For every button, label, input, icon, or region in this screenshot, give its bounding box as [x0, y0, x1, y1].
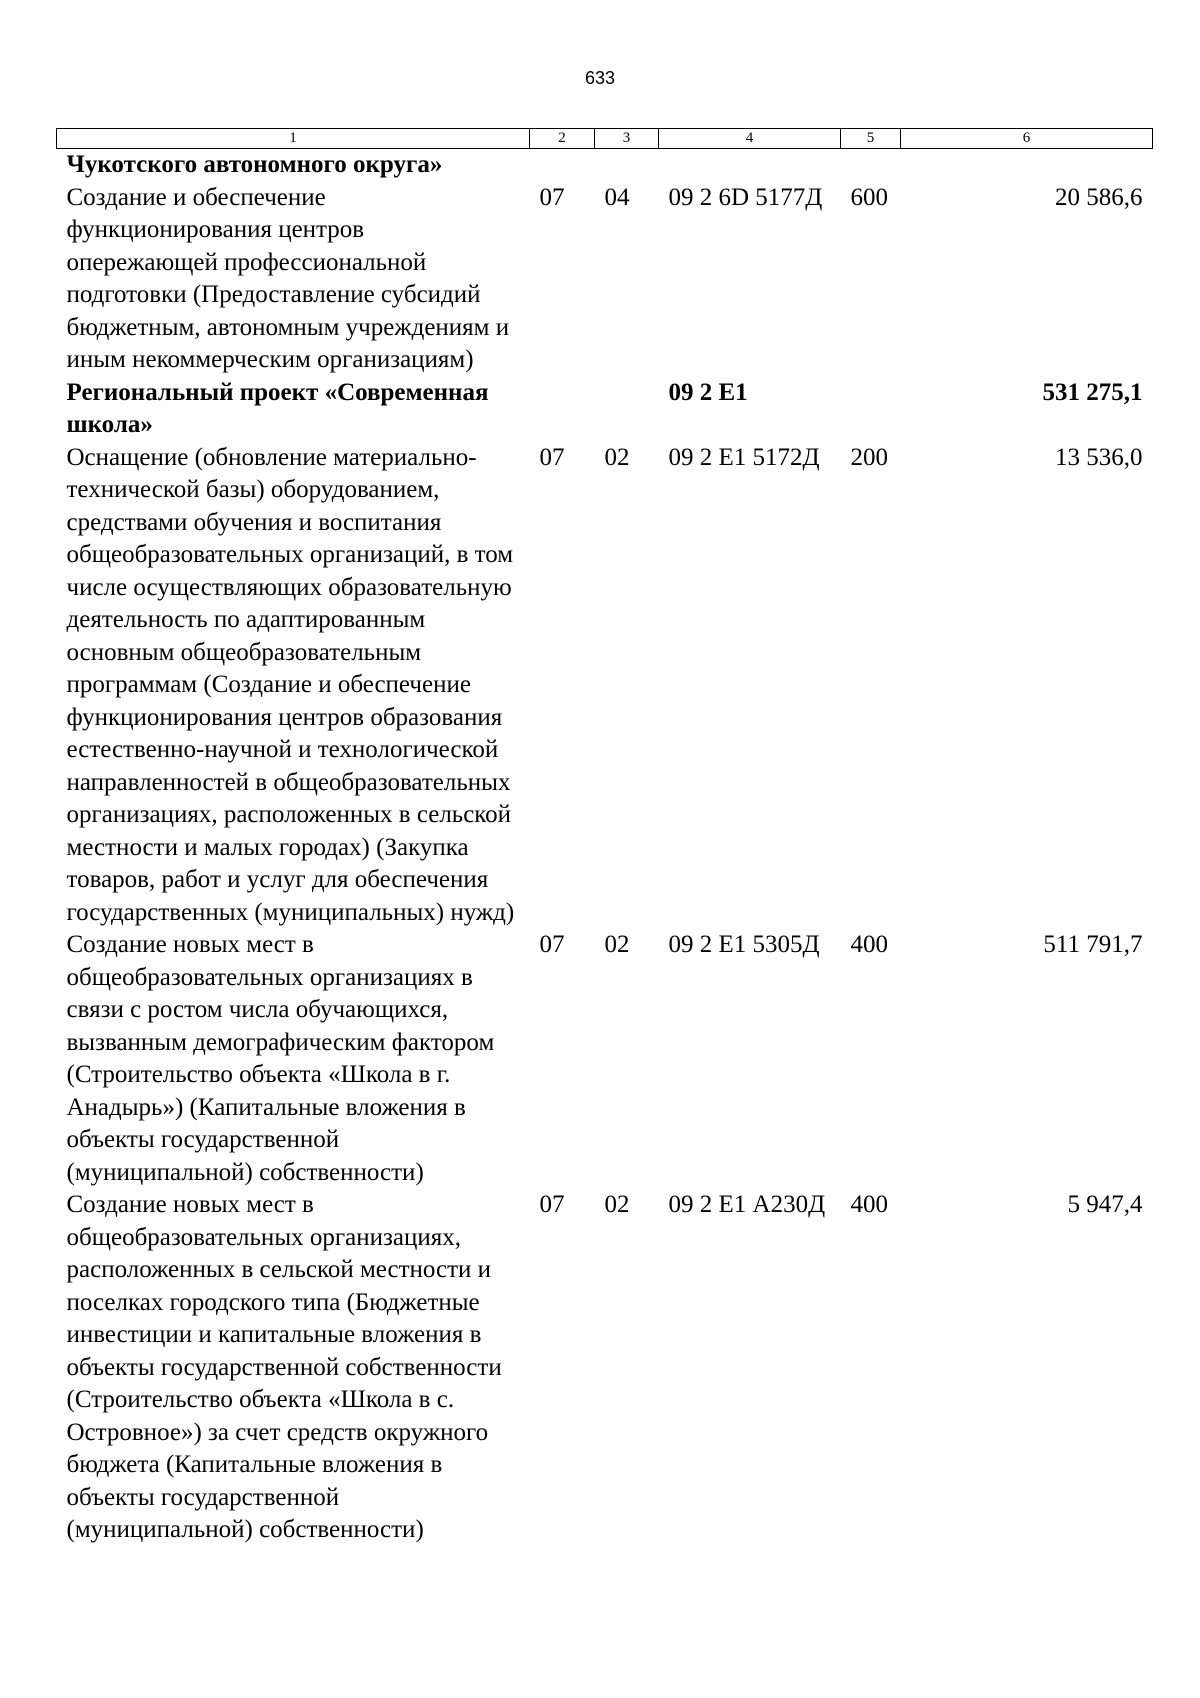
expense-type-code: [841, 149, 901, 182]
expense-type-code: [841, 377, 901, 442]
section-code: 07: [539, 931, 565, 958]
subsection-code: 02: [604, 1191, 630, 1218]
table-row: [57, 442, 1153, 930]
item-name: Региональный проект «Современная школа»: [66, 378, 489, 438]
target-article-code: 09 2 E1: [668, 378, 748, 406]
table-body: [57, 149, 1153, 1547]
amount: 5 947,4: [1067, 1191, 1143, 1218]
target-article-code: 09 2 6D 5177Д: [668, 183, 823, 211]
expense-type-code: 400: [850, 931, 888, 958]
subsection-code: 02: [604, 443, 630, 471]
target-article-code: [659, 149, 841, 182]
item-name: Создание новых мест в общеобразовательных организациях в связи с ростом числа обучающихся, вызванным демографическим фактором (Строительство объекта «Школа в г. Анадырь») (Капитальные вложения в объекты государственной (муниципальной) собственности): [66, 931, 495, 1186]
table-row: [57, 182, 1153, 377]
target-article-code: 09 2 E1 А230Д: [668, 1191, 826, 1218]
target-article-code: 09 2 E1 5305Д: [668, 931, 820, 958]
subsection-code: 02: [604, 931, 630, 958]
subsection-code: [595, 149, 659, 182]
column-header: 1: [57, 129, 530, 149]
column-header: 3: [595, 129, 659, 149]
amount: [901, 149, 1153, 182]
amount: 531 275,1: [1042, 378, 1143, 406]
subsection-code: 04: [604, 183, 630, 211]
section-code: 07: [539, 183, 565, 211]
column-header: 5: [841, 129, 901, 149]
subsection-code: [595, 377, 659, 442]
item-name: Оснащение (обновление материально-технической базы) оборудованием, средствами обучения и воспитания общеобразовательных организаций, в том числе осуществляющих образовательную деятельность по адаптированным основным общеобразовательным программам (Создание и обеспечение функционирования центров образования естественно-научной и технологической направленностей в общеобразовательных организациях, расположенных в сельской местности и малых городах) (Закупка товаров, работ и услуг для обеспечения государственных (муниципальных) нужд): [66, 443, 515, 926]
section-code: [530, 377, 595, 442]
column-number-row: [57, 129, 1153, 149]
section-code: 07: [539, 1191, 565, 1218]
table-row: [57, 929, 1153, 1189]
amount: 20 586,6: [1055, 183, 1143, 211]
expense-type-code: 600: [850, 183, 888, 211]
item-name: Создание и обеспечение функционирования центров опережающей профессиональной подготовки (Предоставление субсидий бюджетным, автономным учреждениям и иным некоммерческим организациям): [66, 183, 510, 373]
column-header: 6: [901, 129, 1153, 149]
table-row: [57, 1189, 1153, 1547]
expense-type-code: 200: [850, 443, 888, 471]
item-name: Создание новых мест в общеобразовательных организациях, расположенных в сельской местности и поселках городского типа (Бюджетные инвестиции и капитальные вложения в объекты государственной собственности (Строительство объекта «Школа в с. Островное») за счет средств окружного бюджета (Капитальные вложения в объекты государственной (муниципальной) собственности): [66, 1191, 502, 1543]
column-header: 2: [530, 129, 595, 149]
item-name: Чукотского автономного округа»: [66, 151, 443, 178]
table-row: [57, 149, 1153, 182]
section-code: 07: [539, 443, 565, 471]
amount: 13 536,0: [1055, 443, 1143, 471]
expense-type-code: 400: [850, 1191, 888, 1218]
target-article-code: 09 2 E1 5172Д: [668, 443, 820, 471]
budget-table: [56, 128, 1153, 1547]
page-number: 633: [584, 68, 616, 88]
table-row: [57, 377, 1153, 442]
section-code: [530, 149, 595, 182]
amount: 511 791,7: [1043, 931, 1143, 958]
column-header: 4: [659, 129, 841, 149]
